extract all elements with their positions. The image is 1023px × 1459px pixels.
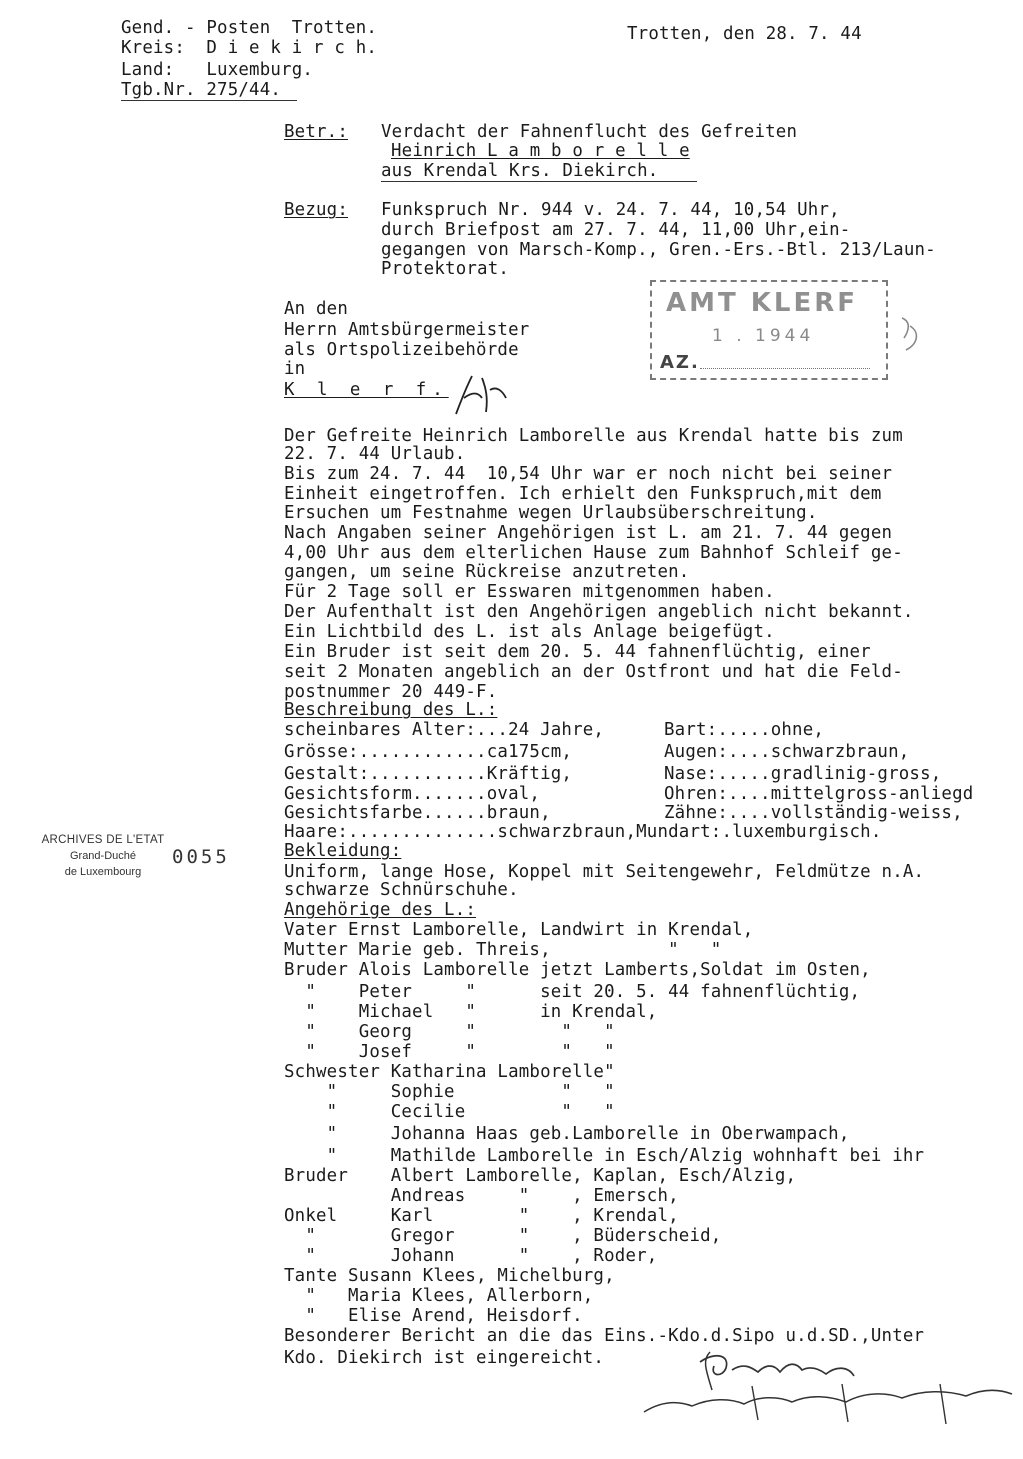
relatives-line-10: " Cecilie " " [284, 1102, 615, 1122]
relatives-line-16: " Gregor " , Büderscheid, [284, 1226, 722, 1246]
description-left-3: Gestalt:...........Kräftig, [284, 764, 573, 784]
relatives-line-14: Andreas " , Emersch, [284, 1186, 679, 1206]
initials-signature [452, 368, 512, 420]
relatives-line-4: " Peter " seit 20. 5. 44 fahnenflüchtig, [284, 982, 861, 1002]
archive-line-2: Grand-Duché [69, 850, 137, 862]
body-line-2: 22. 7. 44 Urlaub. [284, 444, 466, 464]
recipient-line-5: K l e r f. [284, 380, 449, 400]
description-left-2: Grösse:............ca175cm, [284, 742, 573, 762]
description-left-4: Gesichtsform.......oval, [284, 784, 541, 804]
stamp-az: AZ. [660, 352, 700, 373]
body-line-14: postnummer 20 449-F. [284, 682, 498, 702]
recipient-line-3: als Ortspolizeibehörde [284, 340, 519, 360]
place-date: Trotten, den 28. 7. 44 [627, 24, 862, 44]
bezug-line-1: Funkspruch Nr. 944 v. 24. 7. 44, 10,54 Uhr, [381, 200, 840, 220]
relatives-line-8: Schwester Katharina Lamborelle" [284, 1062, 615, 1082]
relatives-line-3: Bruder Alois Lamborelle jetzt Lamberts,Soldat im Osten, [284, 960, 871, 980]
header-kreis: Kreis: D i e k i r c h. [121, 38, 378, 58]
clothing-line-2: schwarze Schnürschuhe. [284, 880, 519, 900]
description-right-5: Zähne:....vollständig-weiss, [664, 803, 963, 823]
stamp-date: 1 . 1944 [712, 326, 815, 346]
relatives-line-2: Mutter Marie geb. Threis, " " [284, 940, 722, 960]
description-left-1: scheinbares Alter:...24 Jahre, [284, 720, 605, 740]
betr-label: Betr.: [284, 122, 349, 142]
header-posten: Gend. - Posten Trotten. [121, 18, 378, 38]
description-left-5: Gesichtsfarbe......braun, [284, 803, 551, 823]
relatives-line-13: Bruder Albert Lamborelle, Kaplan, Esch/Alzig, [284, 1166, 797, 1186]
bezug-line-4: Protektorat. [381, 259, 510, 279]
body-line-9: Für 2 Tage soll er Esswaren mitgenommen haben. [284, 582, 775, 602]
body-line-7: 4,00 Uhr aus dem elterlichen Hause zum Bahnhof Schleif ge- [284, 543, 903, 563]
betr-underline [381, 181, 697, 182]
clothing-line-1: Uniform, lange Hose, Koppel mit Seitengewehr, Feldmütze n.A. [284, 862, 925, 882]
closing-line-1: Besonderer Bericht an die das Eins.-Kdo.d.Sipo u.d.SD.,Unter [284, 1326, 925, 1346]
relatives-line-20: " Elise Arend, Heisdorf. [284, 1306, 583, 1326]
description-haare: Haare:..............schwarzbraun,Mundart:.luxemburgisch. [284, 822, 882, 842]
body-line-3: Bis zum 24. 7. 44 10,54 Uhr war er noch nicht bei seiner [284, 464, 893, 484]
clothing-heading: Bekleidung: [284, 841, 402, 861]
description-heading: Beschreibung des L.: [284, 700, 498, 720]
description-right-2: Augen:....schwarzbraun, [664, 742, 910, 762]
closing-line-2: Kdo. Diekirch ist eingereicht. [284, 1348, 605, 1368]
archive-stamp [30, 832, 176, 880]
relatives-line-17: " Johann " , Roder, [284, 1246, 658, 1266]
relatives-line-5: " Michael " in Krendal, [284, 1002, 658, 1022]
relatives-line-9: " Sophie " " [284, 1082, 615, 1102]
body-line-4: Einheit eingetroffen. Ich erhielt den Funkspruch,mit dem [284, 484, 882, 504]
body-line-11: Ein Lichtbild des L. ist als Anlage beigefügt. [284, 622, 775, 642]
relatives-line-12: " Mathilde Lamborelle in Esch/Alzig wohnhaft bei ihr [284, 1146, 925, 1166]
relatives-line-11: " Johanna Haas geb.Lamborelle in Oberwampach, [284, 1124, 850, 1144]
relatives-line-6: " Georg " " " [284, 1022, 615, 1042]
body-line-8: gangen, um seine Rückreise anzutreten. [284, 562, 690, 582]
recipient-line-4: in [284, 359, 306, 379]
body-line-13: seit 2 Monaten angeblich an der Ostfront und hat die Feld- [284, 662, 903, 682]
relatives-line-18: Tante Susann Klees, Michelburg, [284, 1266, 615, 1286]
betr-line-1: Verdacht der Fahnenflucht des Gefreiten [381, 122, 798, 142]
relatives-line-15: Onkel Karl " , Krendal, [284, 1206, 679, 1226]
body-line-5: Ersuchen um Festnahme wegen Urlaubsüberschreitung. [284, 503, 818, 523]
archive-line-1: ARCHIVES DE L'ETAT [41, 834, 165, 846]
description-right-3: Nase:.....gradlinig-gross, [664, 764, 942, 784]
bezug-line-2: durch Briefpost am 27. 7. 44, 11,00 Uhr,ein- [381, 220, 851, 240]
betr-line-2: Heinrich L a m b o r e l l e [391, 141, 690, 161]
body-line-12: Ein Bruder ist seit dem 20. 5. 44 fahnenflüchtig, einer [284, 642, 871, 662]
bezug-line-3: gegangen von Marsch-Komp., Gren.-Ers.-Btl. 213/Laun- [381, 240, 936, 260]
archive-line-3: de Luxembourg [64, 866, 142, 878]
stamp-az-line [700, 368, 870, 369]
relatives-heading: Angehörige des L.: [284, 900, 477, 920]
stamp-title: AMT KLERF [666, 288, 859, 318]
relatives-line-19: " Maria Klees, Allerborn, [284, 1286, 594, 1306]
header-tgb: Tgb.Nr. 275/44. [121, 80, 282, 100]
recipient-line-2: Herrn Amtsbürgermeister [284, 320, 530, 340]
description-right-1: Bart:.....ohne, [664, 720, 825, 740]
archive-number: 0055 [172, 846, 230, 868]
body-line-10: Der Aufenthalt ist den Angehörigen angeblich nicht bekannt. [284, 602, 914, 622]
recipient-line-1: An den [284, 299, 349, 319]
relatives-line-7: " Josef " " " [284, 1042, 615, 1062]
relatives-line-1: Vater Ernst Lamborelle, Landwirt in Krendal, [284, 920, 754, 940]
bezug-label: Bezug: [284, 200, 349, 220]
header-underline [121, 100, 297, 101]
stamp-mark [896, 312, 926, 356]
body-line-6: Nach Angaben seiner Angehörigen ist L. am 21. 7. 44 gegen [284, 523, 893, 543]
header-land: Land: Luxemburg. [121, 60, 314, 80]
description-right-4: Ohren:....mittelgross-anliegd [664, 784, 974, 804]
handwritten-signature [640, 1340, 1020, 1430]
betr-line-3: aus Krendal Krs. Diekirch. [381, 161, 659, 181]
body-line-1: Der Gefreite Heinrich Lamborelle aus Krendal hatte bis zum [284, 426, 903, 446]
office-stamp [650, 280, 888, 380]
